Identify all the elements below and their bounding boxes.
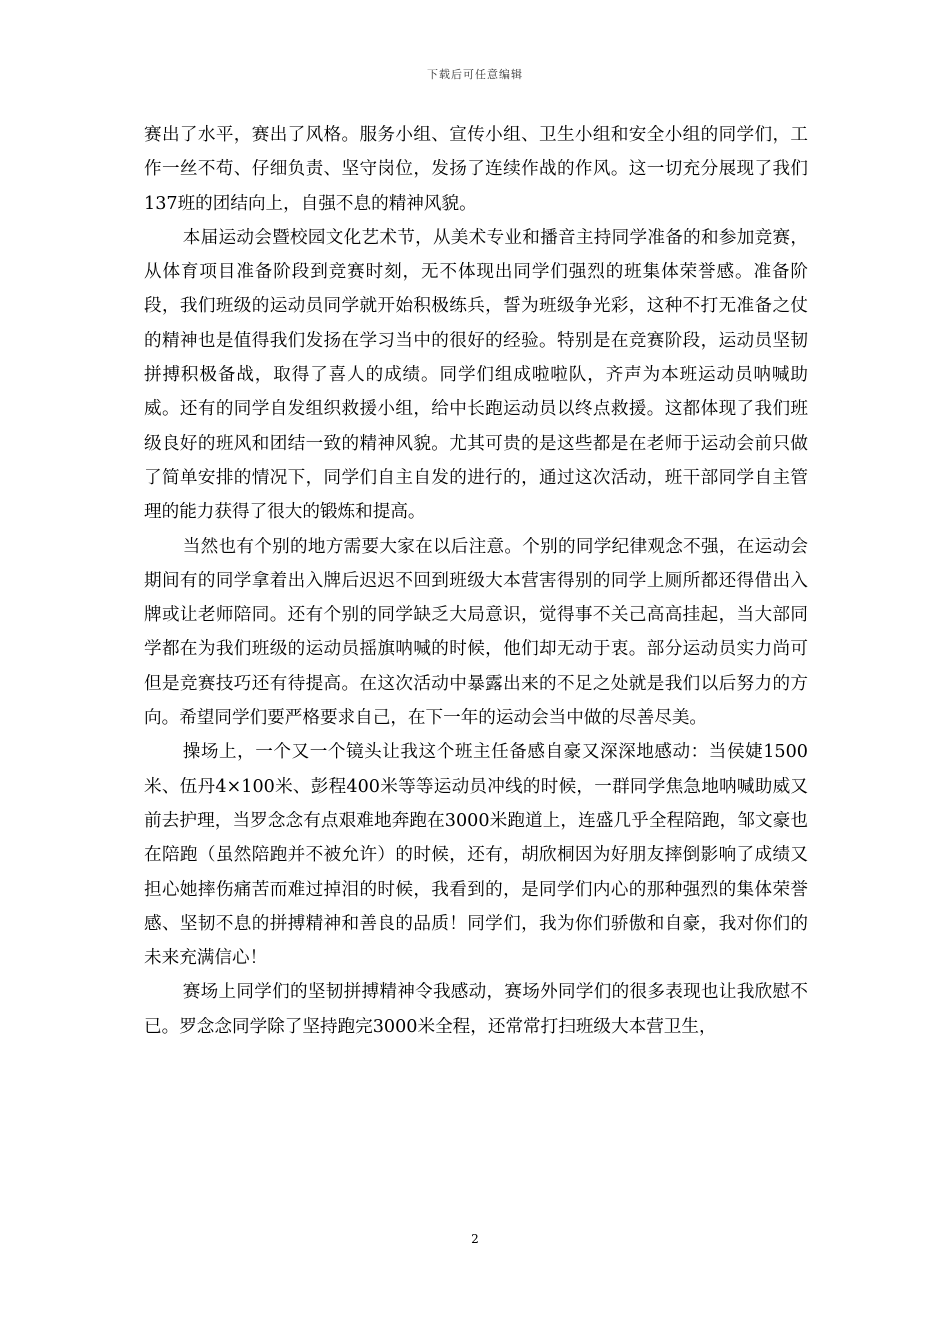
page-number: 2 bbox=[471, 1232, 479, 1246]
paragraph-4: 操场上，一个又一个镜头让我这个班主任备感自豪又深深地感动：当侯婕1500米、伍丹4×100米、彭程400米等等运动员冲线的时候，一群同学焦急地呐喊助威又前去护理，当罗念念有点艰难地奔跑在3000米跑道上，连盛几乎全程陪跑，邹文豪也在陪跑（虽然陪跑并不被允许）的时候，还有，胡欣桐因为好朋友摔倒影响了成绩又担心她摔伤痛苦而难过掉泪的时候，我看到的，是同学们内心的那种强烈的集体荣誉感、坚韧不息的拼搏精神和善良的品质！同学们，我为你们骄傲和自豪，我对你们的未来充满信心！ bbox=[144, 742, 808, 969]
paragraph-1: 赛出了水平，赛出了风格。服务小组、宣传小组、卫生小组和安全小组的同学们，工作一丝不苟、仔细负责、坚守岗位，发扬了连续作战的作风。这一切充分展现了我们137班的团结向上，自强不息的精神风貌。 bbox=[144, 125, 808, 214]
paragraph-3: 当然也有个别的地方需要大家在以后注意。个别的同学纪律观念不强，在运动会期间有的同学拿着出入牌后迟迟不回到班级大本营害得别的同学上厕所都还得借出入牌或让老师陪同。还有个别的同学缺乏大局意识，觉得事不关己高高挂起，当大部同学都在为我们班级的运动员摇旗呐喊的时候，他们却无动于衷。部分运动员实力尚可但是竞赛技巧还有待提高。在这次活动中暴露出来的不足之处就是我们以后努力的方向。希望同学们要严格要求自己，在下一年的运动会当中做的尽善尽美。 bbox=[144, 536, 808, 729]
paragraph-2: 本届运动会暨校园文化艺术节，从美术专业和播音主持同学准备的和参加竞赛，从体育项目准备阶段到竞赛时刻，无不体现出同学们强烈的班集体荣誉感。准备阶段，我们班级的运动员同学就开始积极练兵，誓为班级争光彩，这种不打无准备之仗的精神也是值得我们发扬在学习当中的很好的经验。特别是在竞赛阶段，运动员坚韧拼搏积极备战，取得了喜人的成绩。同学们组成啦啦队，齐声为本班运动员呐喊助威。还有的同学自发组织救援小组，给中长跑运动员以终点救援。这都体现了我们班级良好的班风和团结一致的精神风貌。尤其可贵的是这些都是在老师于运动会前只做了简单安排的情况下，同学们自主自发的进行的，通过这次活动，班干部同学自主管理的能力获得了很大的锻炼和提高。 bbox=[144, 227, 808, 523]
document-body bbox=[144, 118, 808, 1044]
page-header: 下载后可任意编辑 bbox=[427, 68, 523, 81]
paragraph-5: 赛场上同学们的坚韧拼搏精神令我感动，赛场外同学们的很多表现也让我欣慰不已。罗念念同学除了坚持跑完3000米全程，还常常打扫班级大本营卫生， bbox=[144, 982, 808, 1037]
